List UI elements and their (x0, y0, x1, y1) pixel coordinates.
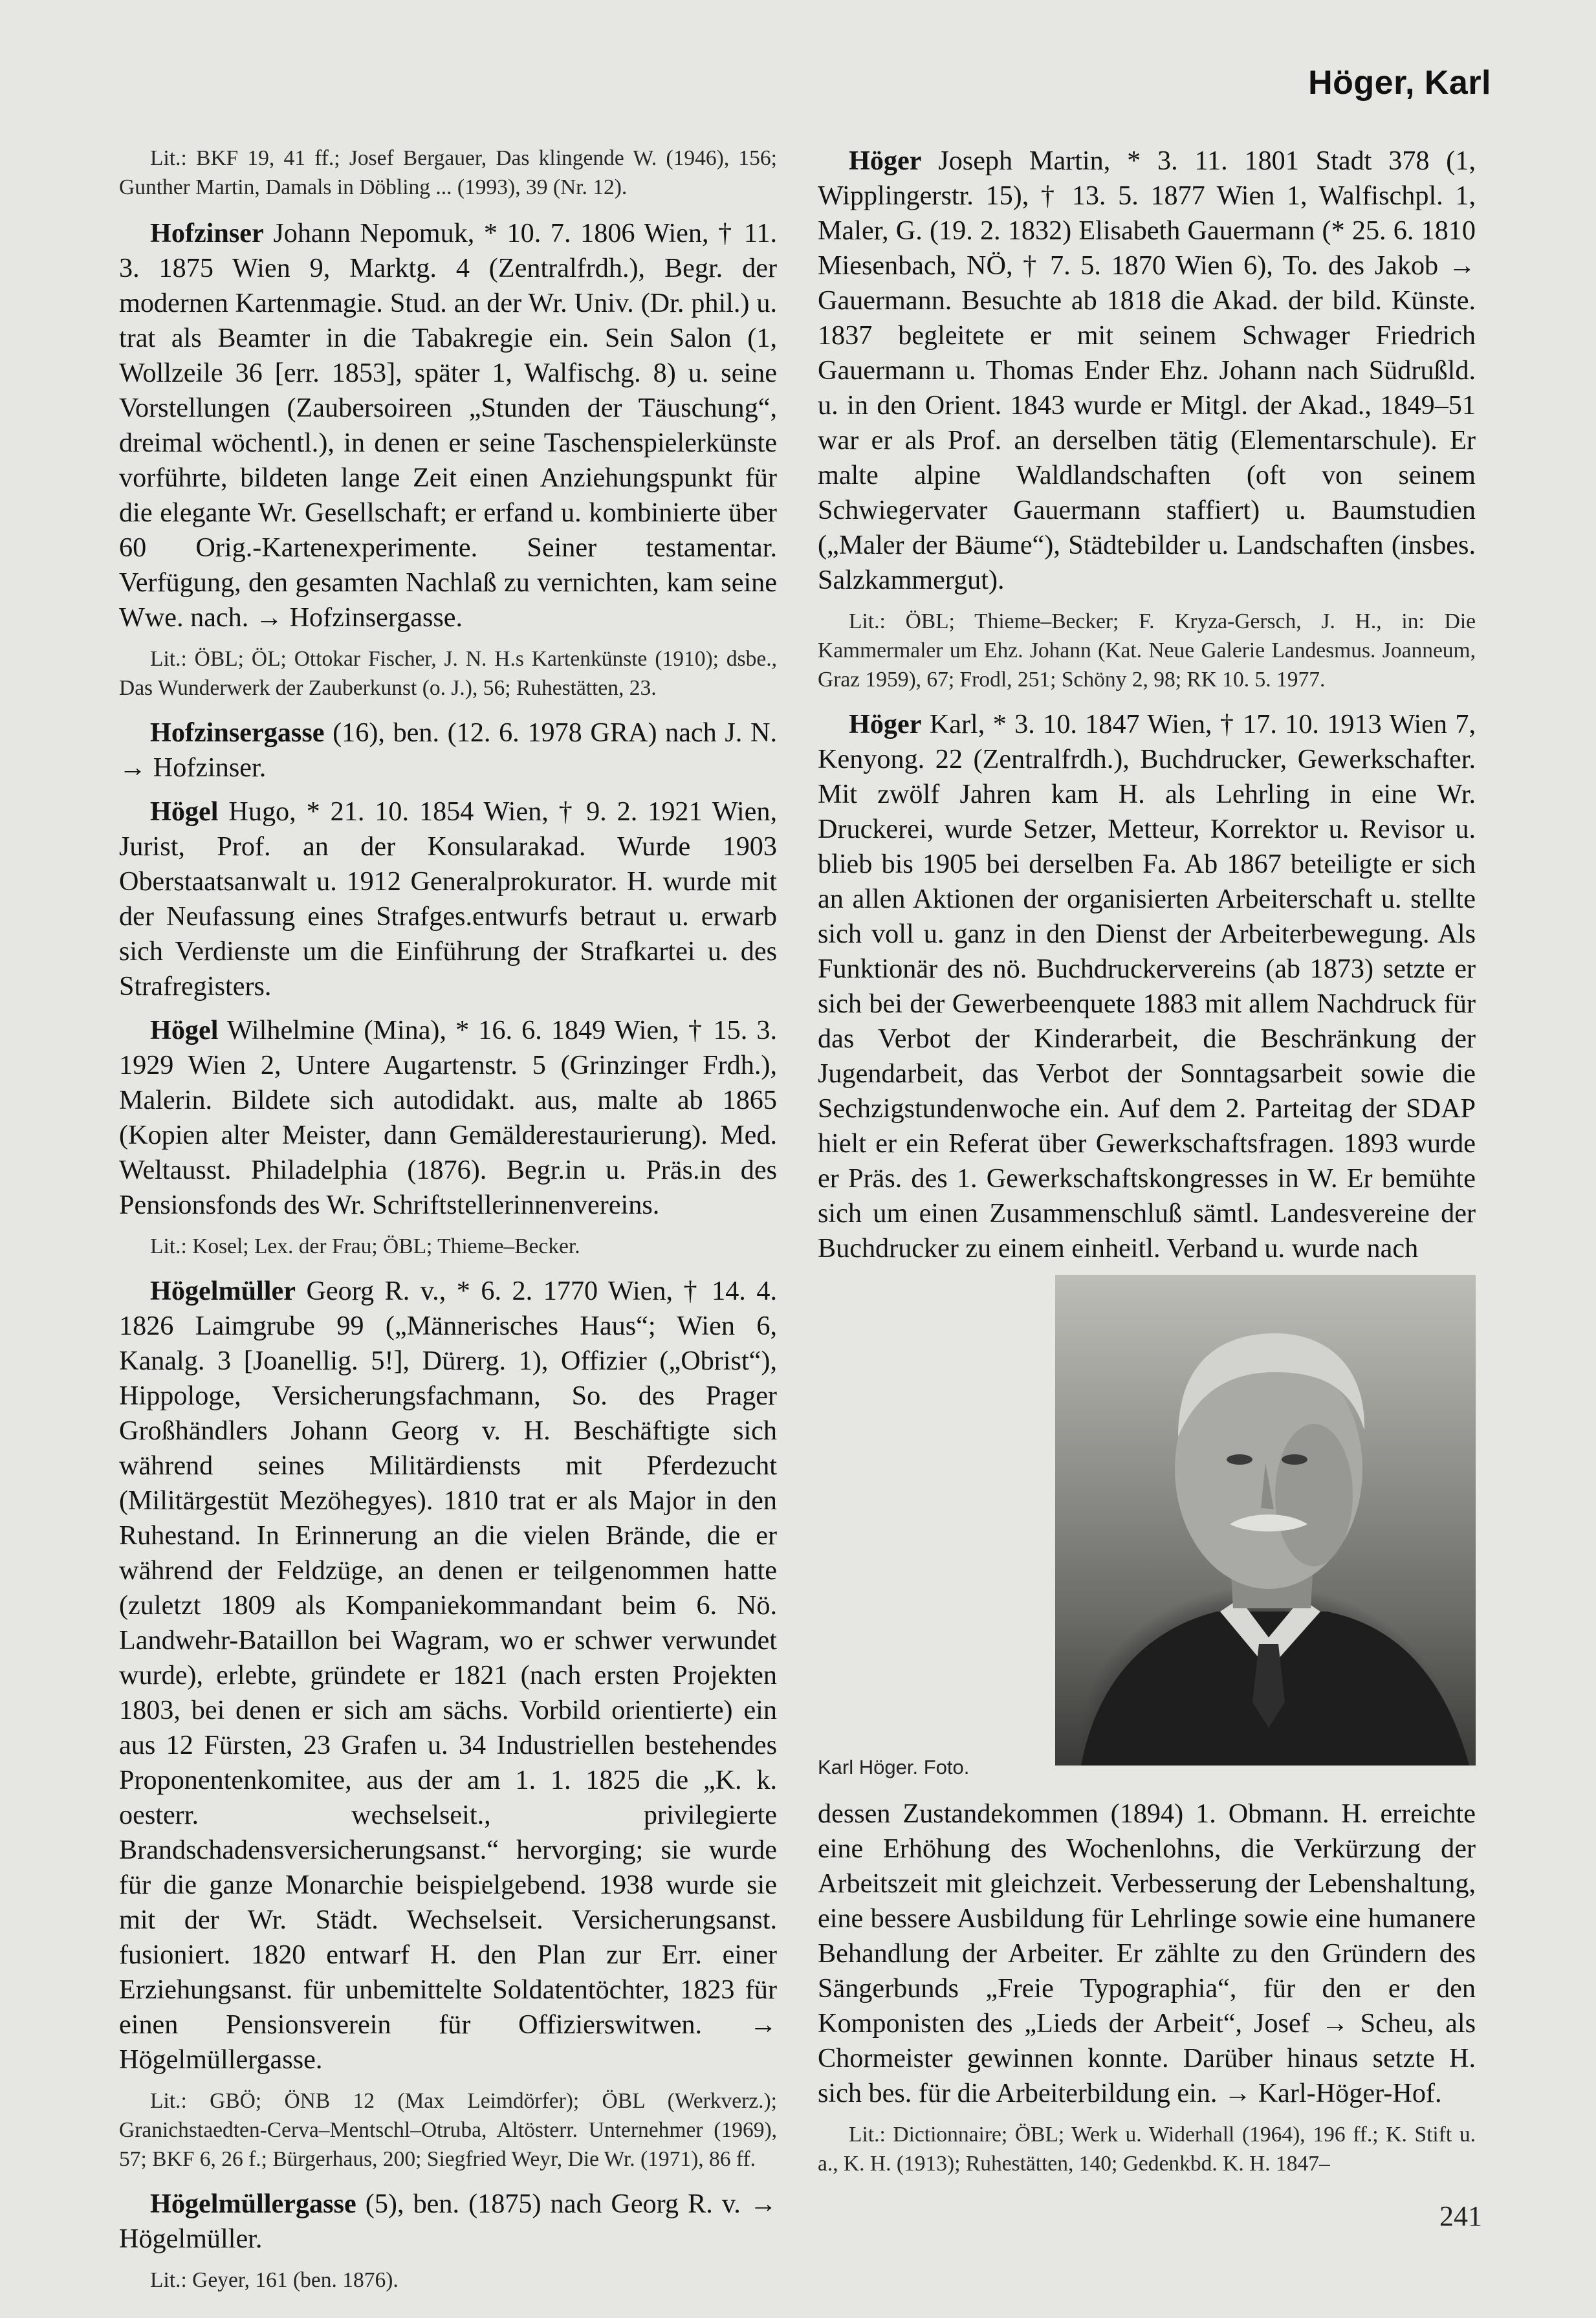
portrait-figure (818, 1275, 1476, 1785)
entry-headword: Hofzinsergasse (150, 717, 325, 748)
photo-caption: Karl Höger. Foto. (818, 1756, 970, 1778)
lit-reference: Lit.: BKF 19, 41 ff.; Josef Bergauer, Das klingende W. (1946), 156; Gunther Martin, Damals in Döbling ... (1993), 39 (Nr. 12). (119, 146, 777, 199)
lit-reference: Lit.: Geyer, 161 (ben. 1876). (150, 2268, 399, 2292)
entry-headword: Högelmüller (150, 1276, 296, 1306)
entry-headword: Högelmüllergasse (150, 2189, 356, 2219)
entry-hoeger-karl (818, 707, 1476, 1266)
running-head: Höger, Karl (1308, 64, 1491, 102)
page-number: 241 (1439, 2200, 1482, 2232)
lit-reference: Lit.: ÖBL; Thieme–Becker; F. Kryza-Gersch, J. H., in: Die Kammermaler um Ehz. Johann (Kat. Neue Galerie Landesmus. Joanneum, Graz 1959), 67; Frodl, 251; Schöny 2, 98; RK 10. 5. 1977. (818, 609, 1476, 692)
entry-hoegel-hugo (119, 794, 777, 1004)
lit-reference: Lit.: Kosel; Lex. der Frau; ÖBL; Thieme–Becker. (150, 1234, 580, 1258)
entry-hoegelmuellergasse (119, 2187, 777, 2257)
entry-hoegelmueller (119, 1274, 777, 2077)
lit-reference: Lit.: Dictionnaire; ÖBL; Werk u. Widerhall (1964), 196 ff.; K. Stift u. a., K. H. (1913); Ruhestätten, 140; Gedenkbd. K. H. 1847– (818, 2123, 1476, 2176)
entry-text: (16), ben. (12. 6. 1978 GRA) nach J. N. → Hofzinser. (119, 717, 777, 783)
entry-hoeger-joseph (818, 144, 1476, 598)
entry-text: Wilhelmine (Mina), * 16. 6. 1849 Wien, † 15. 3. 1929 Wien 2, Untere Augartenstr. 5 (Grinzinger Frdh.), Malerin. Bildete sich autodidakt. aus, malte ab 1865 (Kopien alter Meister, dann Gemälderestaurierung). Med. Weltausst. Philadelphia (1876). Begr.in u. Präs.in des Pensionsfonds des Wr. Schriftstellerinnenvereins. (119, 1015, 777, 1220)
entry-hofzinser (119, 216, 777, 635)
entry-hoegel-wilhelmine (119, 1013, 777, 1223)
entry-text: Karl, * 3. 10. 1847 Wien, † 17. 10. 1913 Wien 7, Kenyong. 22 (Zentralfrdh.), Buchdrucker, Gewerkschafter. Mit zwölf Jahren kam H. als Lehrling in eine Wr. Druckerei, wurde Setzer, Metteur, Korrektor u. Revisor u. blieb bis 1905 bei derselben Fa. Ab 1867 beteiligte er sich an allen Aktionen der organisierten Arbeiterschaft u. stellte sich voll u. ganz in den Dienst der Arbeiterbewegung. Als Funktionär des nö. Buchdruckervereins (ab 1873) setzte er sich bei der Gewerbeenquete 1883 mit allem Nachdruck für das Verbot der Kinderarbeit, die Beschränkung der Jugendarbeit, das Verbot der Sonntagsarbeit sowie die Sechzigstundenwoche ein. Auf dem 2. Parteitag der SDAP hielt er ein Referat über Gewerkschaftsfragen. 1893 wurde er Präs. des 1. Gewerkschaftskongresses in W. Er bemühte sich um einen Zusammenschluß sämtl. Landesvereine der Buchdrucker zu einem einheitl. Verband u. wurde nach (818, 709, 1476, 1263)
entry-text: Hugo, * 21. 10. 1854 Wien, † 9. 2. 1921 Wien, Jurist, Prof. an der Konsularakad. Wurde 1903 Oberstaatsanwalt u. 1912 Generalprokurator. H. wurde mit der Neufassung eines Strafges.entwurfs betraut u. erwarb sich Verdienste um die Einführung der Strafkartei u. des Strafregisters. (119, 796, 777, 1001)
lit-reference: Lit.: GBÖ; ÖNB 12 (Max Leimdörfer); ÖBL (Werkverz.); Granichstaedten-Cerva–Mentschl–Otruba, Altösterr. Unternehmer (1969), 57; BKF 6, 26 f.; Bürgerhaus, 200; Siegfried Weyr, Die Wr. (1971), 86 ff. (119, 2089, 777, 2171)
entry-headword: Höger (849, 146, 922, 176)
entry-text: Georg R. v., * 6. 2. 1770 Wien, † 14. 4. 1826 Laimgrube 99 („Männerisches Haus“; Wien 6, Kanalg. 3 [Joanellig. 5!], Dürerg. 1), Offizier („Obrist“), Hippologe, Versicherungsfachmann, So. des Prager Großhändlers Johann Georg v. H. Beschäftigte sich während seines Militärdiensts mit Pferdezucht (Militärgestüt Mezöhegyes). 1810 trat er als Major in den Ruhestand. In Erinnerung an die vielen Brände, die er während der Feldzüge, an denen er teilgenommen hatte (zuletzt 1809 als Kompaniekommandant beim 6. Nö. Landwehr-Bataillon bei Wagram, wo er schwer verwundet wurde), erlebte, gründete er 1821 (nach ersten Projekten 1803, bei denen er sich am sächs. Vorbild orientierte) ein aus 12 Fürsten, 23 Grafen u. 34 Industriellen bestehendes Proponentenkomitee, aus der am 1. 1. 1825 die „K. k. oesterr. wechselseit., privilegierte Brandschadensversicherungsanst.“ hervorging; sie wurde für die ganze Monarchie beispielgebend. 1938 wurde sie mit der Wr. Städt. Wechselseit. Versicherungsanst. fusioniert. 1820 entwarf H. den Plan zur Err. einer Erziehungsanst. für unbemittelte Soldatentöchter, 1823 für einen Pensionsverein für Offizierswitwen. → Högelmüllergasse. (119, 1276, 777, 2075)
right-column (818, 144, 1476, 2191)
entry-headword: Högel (150, 796, 219, 827)
entry-hofzinsergasse (119, 716, 777, 785)
portrait-photo (1055, 1275, 1476, 1766)
entry-text: Joseph Martin, * 3. 11. 1801 Stadt 378 (1, Wipplingerstr. 15), † 13. 5. 1877 Wien 1, Walfischpl. 1, Maler, G. (19. 2. 1832) Elisabeth Gauermann (* 25. 6. 1810 Miesenbach, NÖ, † 7. 5. 1870 Wien 6), To. des Jakob → Gauermann. Besuchte ab 1818 die Akad. der bild. Künste. 1837 begleitete er mit seinem Schwager Friedrich Gauermann u. Thomas Ender Ehz. Johann nach Südrußld. u. in den Orient. 1843 wurde er Mitgl. der Akad., 1849–51 war er als Prof. an derselben tätig (Elementarschule). Er malte alpine Waldlandschaften (oft von seinem Schwiegervater Gauermann staffiert) u. Baumstudien („Maler der Bäume“), Städtebilder u. Landschaften (insbes. Salzkammergut). (818, 146, 1476, 595)
entry-hoeger-karl-continued: dessen Zustandekommen (1894) 1. Obmann. H. erreichte eine Erhöhung des Wochenlohns, die Verkürzung der Arbeitszeit mit gleichzeit. Verbesserung der Lebenshaltung, eine bessere Ausbildung für Lehrlinge sowie eine humanere Behandlung der Arbeiter. Er zählte zu den Gründern des Sängerbunds „Freie Typographia“, für den er den Komponisten des „Lieds der Arbeit“, Josef → Scheu, als Chormeister gewinnen konnte. Darüber hinaus setzte H. sich bes. für die Arbeiterbildung ein. → Karl-Höger-Hof. (818, 1799, 1476, 2108)
entry-headword: Högel (150, 1015, 219, 1045)
entry-headword: Höger (849, 709, 922, 739)
entry-headword: Hofzinser (150, 218, 264, 248)
lit-reference: Lit.: ÖBL; ÖL; Ottokar Fischer, J. N. H.s Kartenkünste (1910); dsbe., Das Wunderwerk der Zauberkunst (o. J.), 56; Ruhestätten, 23. (119, 647, 777, 700)
entry-text: (5), ben. (1875) nach Georg R. v. → Högelmüller. (119, 2189, 777, 2254)
left-column (119, 144, 777, 2308)
entry-text: Johann Nepomuk, * 10. 7. 1806 Wien, † 11. 3. 1875 Wien 9, Marktg. 4 (Zentralfrdh.), Begr. der modernen Kartenmagie. Stud. an der Wr. Univ. (Dr. phil.) u. trat als Beamter in die Tabakregie ein. Sein Salon (1, Wollzeile 36 [err. 1853], später 1, Walfischg. 8) u. seine Vorstellungen (Zaubersoireen „Stunden der Täuschung“, dreimal wöchentl.), in denen er seine Taschenspielerkünste vorführte, bildeten lange Zeit einen Anziehungspunkt für die elegante Wr. Gesellschaft; er erfand u. kombinierte über 60 Orig.-Kartenexperimente. Seiner testamentar. Verfügung, den gesamten Nachlaß zu vernichten, kam seine Wwe. nach. → Hofzinsergasse. (119, 218, 777, 633)
portrait-illustration (1055, 1275, 1476, 1766)
